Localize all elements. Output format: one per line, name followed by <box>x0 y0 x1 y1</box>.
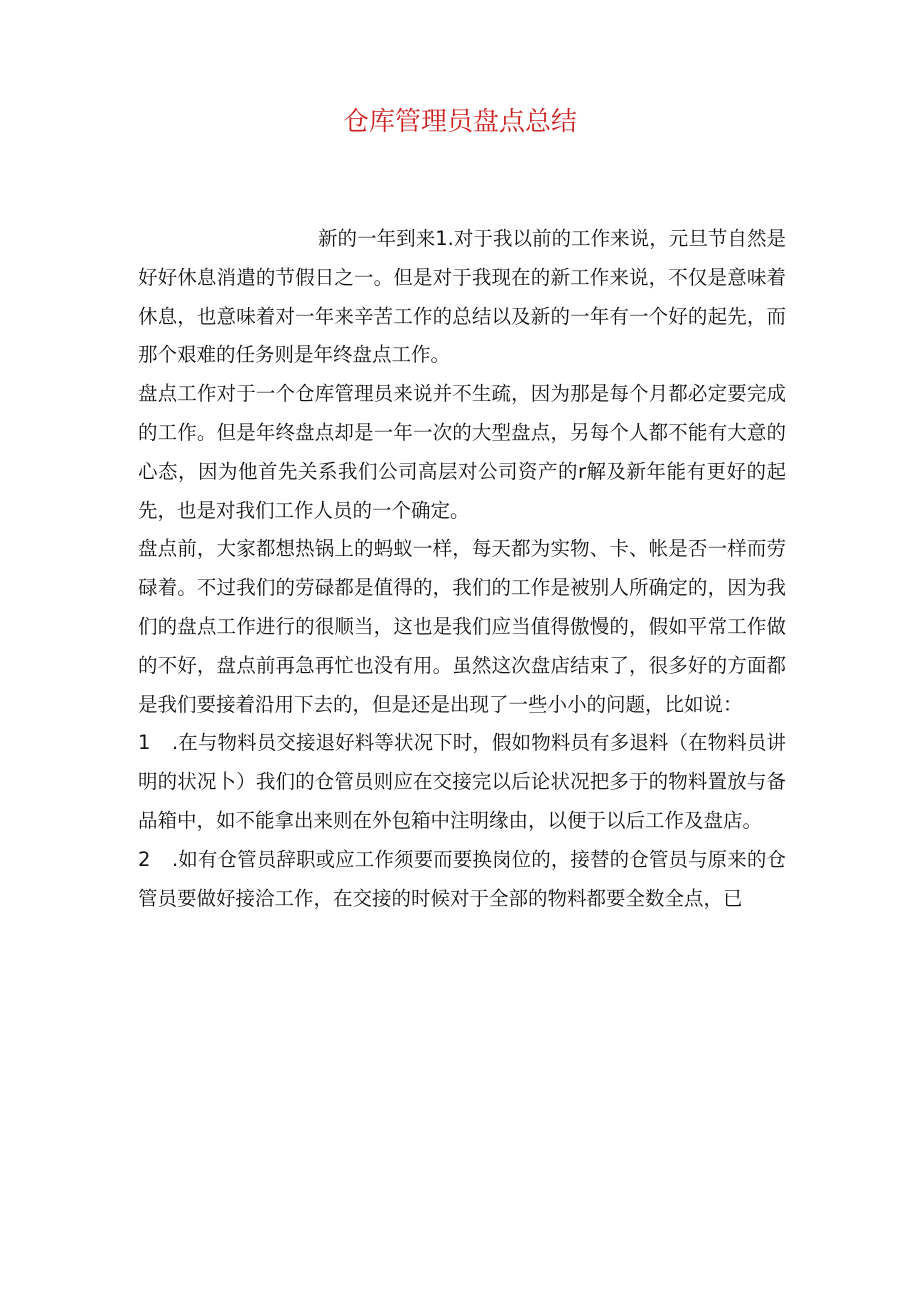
document-body <box>138 220 786 918</box>
document-title: 仓库管理员盘点总结 <box>342 107 577 137</box>
list-item-number: 1 <box>138 731 151 755</box>
paragraph-routine-inventory: 盘点工作对于一个仓库管理员来说并不生疏，因为那是每个月都必定要完成的工作。但是年终盘点却是一年一次的大型盘点，另每个人都不能有大意的心态，因为他首先关系我们公司高层对公司资产的r解及新年能有更好的起先，也是对我们工作人员的一个确定。 <box>138 382 786 522</box>
list-item-text: .如有仓管员辞职或应工作须要而要换岗位的，接替的仓管员与原来的仓管员要做好接洽工作，在交接的时候对于全部的物料都要全数全点，已 <box>138 847 786 910</box>
list-item-2 <box>138 841 786 919</box>
list-item-text: .在与物料员交接退好料等状况下时，假如物料员有多退料（在物料员讲明的状况卜）我们的仓管员则应在交接完以后论状况把多于的物料置放与备品箱中，如不能拿出来则在外包箱中注明缘由，以便于以后工作及盘店。 <box>138 731 786 832</box>
paragraph-before-inventory: 盘点前，大家都想热锅上的蚂蚁一样，每天都为实物、卡、帐是否一样而劳碌着。不过我们的劳碌都是值得的，我们的工作是被别人所确定的，因为我们的盘点工作进行的很顺当，这也是我们应当值得傲慢的，假如平常工作做的不好，盘点前再急再忙也没有用。虽然这次盘店结束了，很多好的方面都是我们要接着沿用下去的，但是还是出现了一些小小的问题，比如说： <box>138 537 786 716</box>
list-item-1 <box>138 724 786 840</box>
list-item-number: 2 <box>138 847 151 871</box>
paragraph-intro: 新的一年到来1.对于我以前的工作来说，元旦节自然是好好休息消遣的节假日之一。但是对于我现在的新工作来说，不仅是意味着休息，也意味着对一年来辛苦工作的总结以及新的一年有一个好的起先，而那个艰难的任务则是年终盘点工作。 <box>138 227 786 367</box>
